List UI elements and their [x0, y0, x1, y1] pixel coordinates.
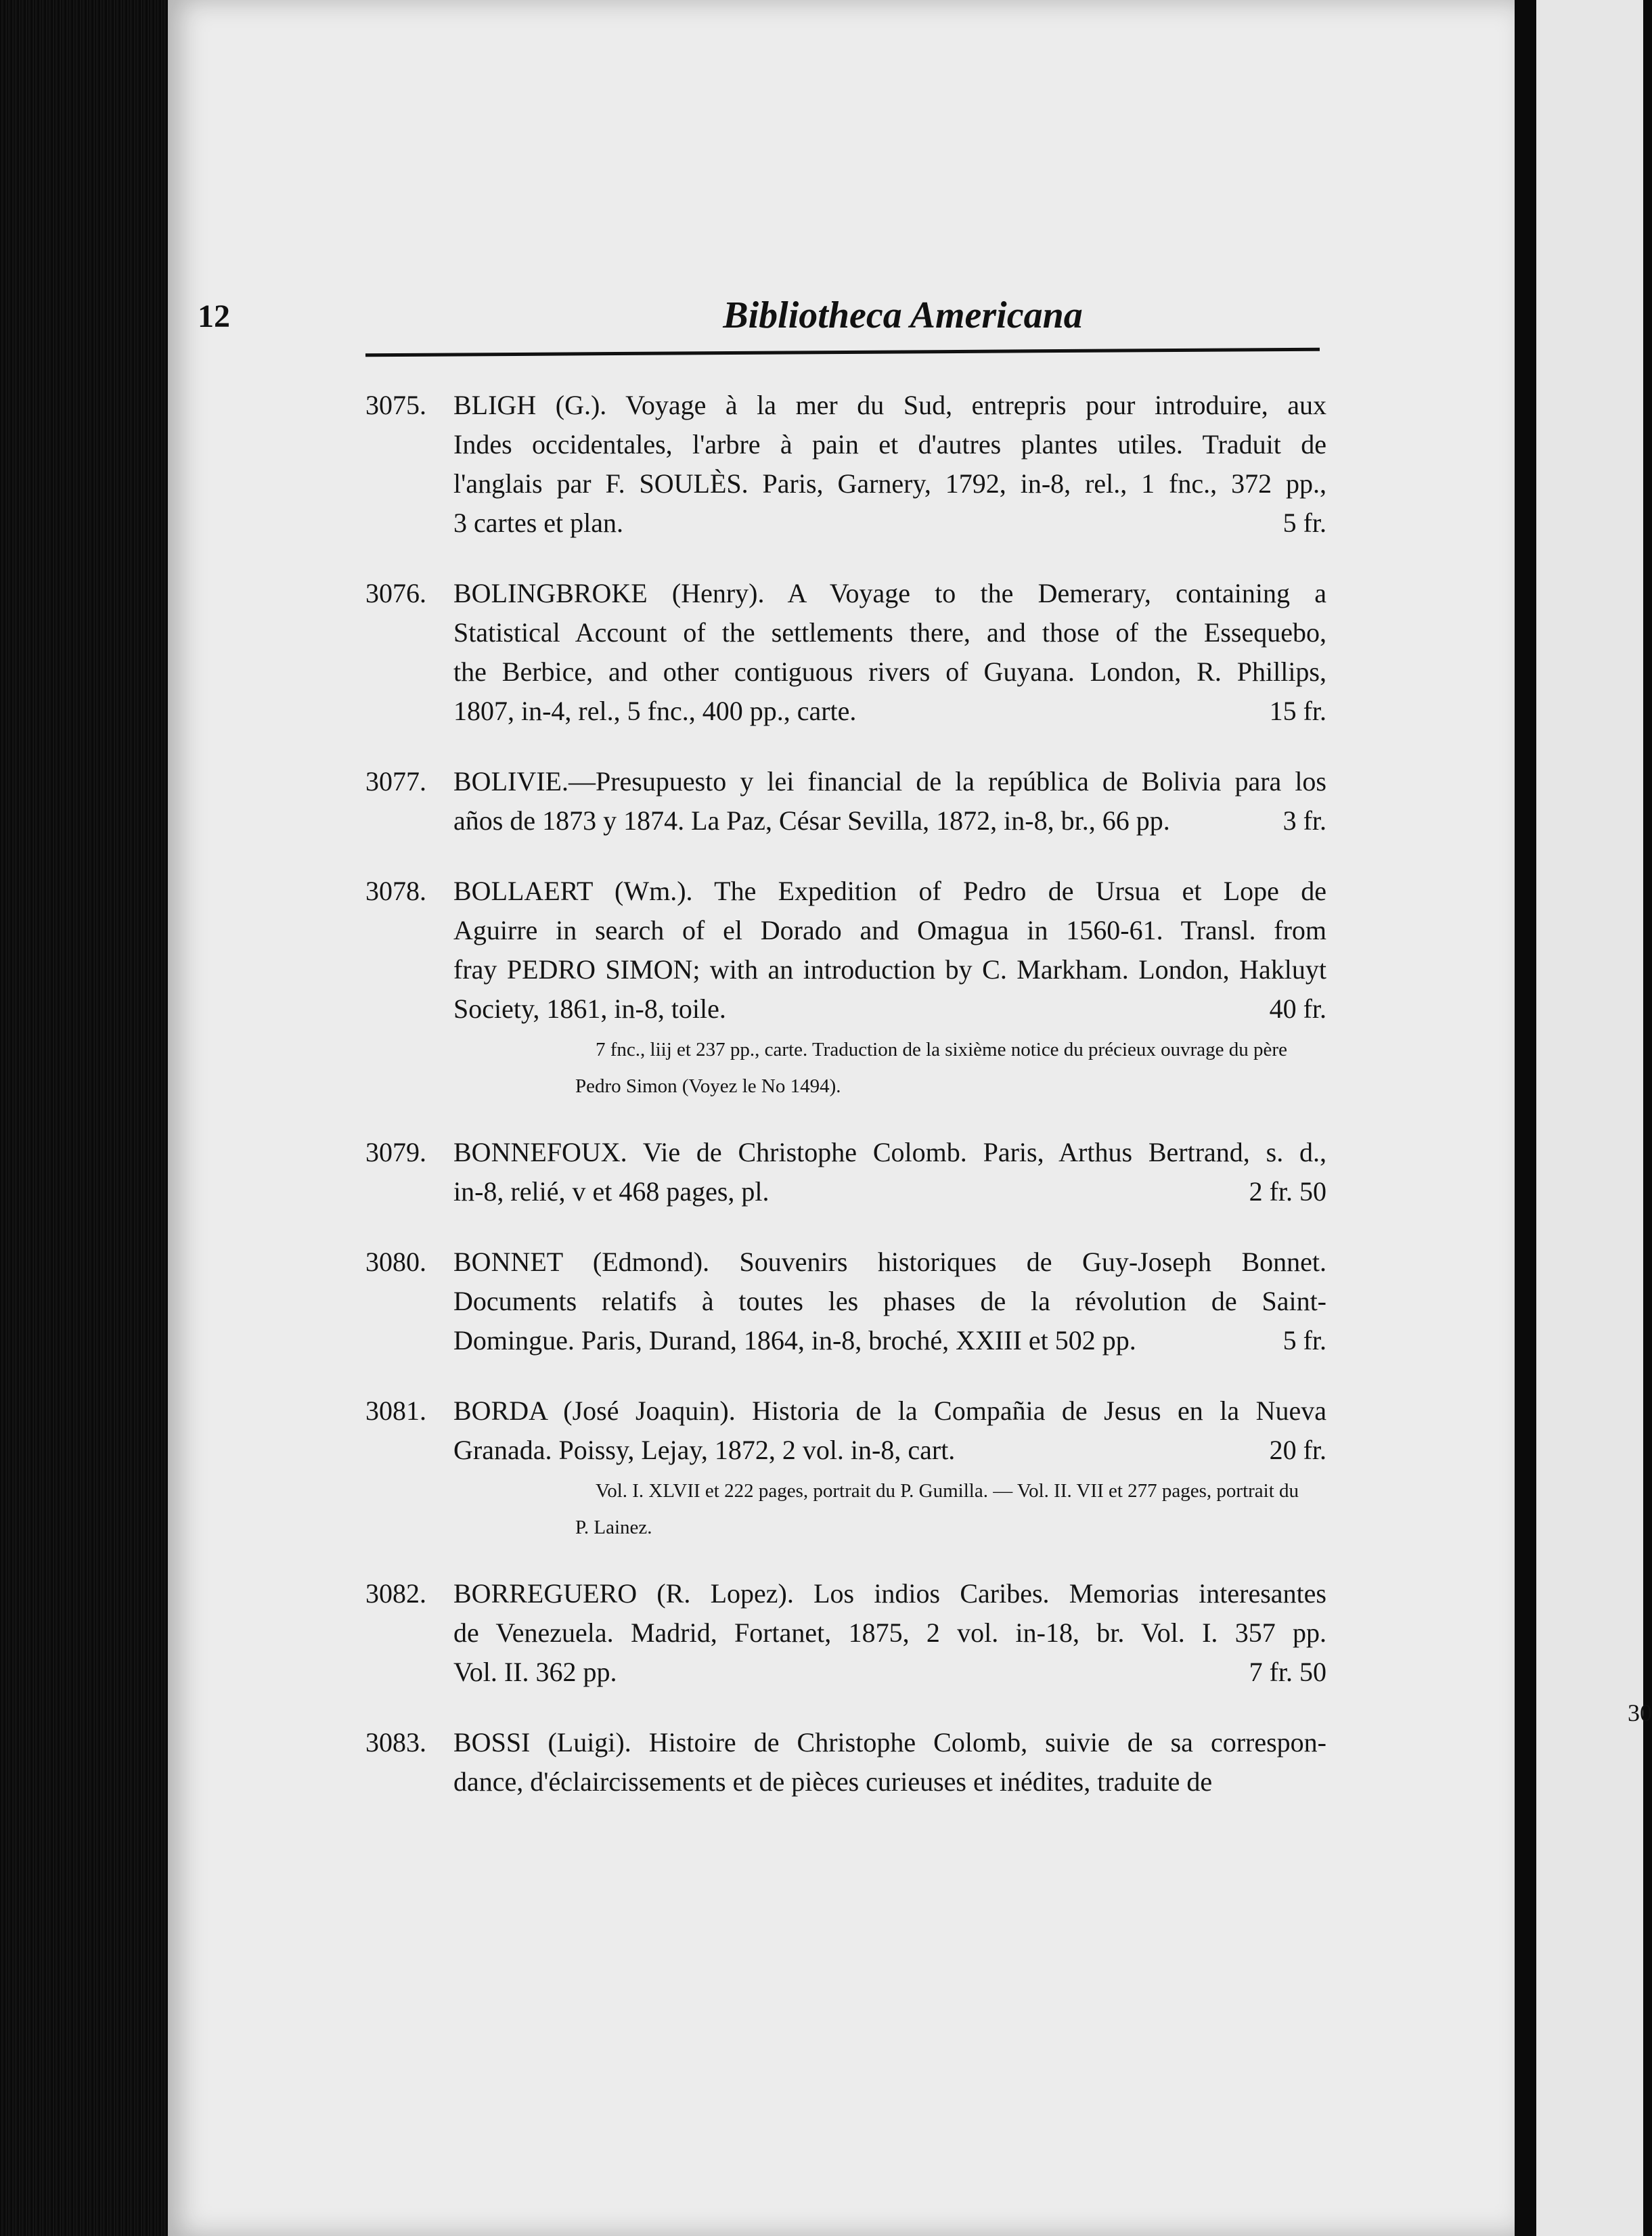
entry-line-text: l'anglais par F. SOULÈS. Paris, Garnery, 1792, in-8, rel., 1 fnc., 372 pp.,: [453, 468, 1326, 499]
entry-body: [453, 1133, 1326, 1211]
entry-price: 20 fr.: [1269, 1435, 1326, 1465]
entry-line: [453, 574, 1326, 613]
entry-price: 5 fr.: [1282, 508, 1326, 538]
entry-line: [453, 1574, 1326, 1613]
entry-price: 5 fr.: [1282, 1325, 1326, 1356]
entry-line-text: Indes occidentales, l'arbre à pain et d'autres plantes utiles. Traduit de: [453, 429, 1326, 460]
entry-line-text: in-8, relié, v et 468 pages, pl.: [453, 1176, 769, 1207]
entry-note: Pedro Simon (Voyez le No 1494).: [575, 1075, 841, 1097]
entry-line-text: años de 1873 y 1874. La Paz, César Sevilla, 1872, in-8, br., 66 pp.: [453, 805, 1170, 836]
catalogue-entry: [365, 1391, 1326, 1543]
page-number: 12: [198, 298, 230, 334]
catalogue-entries: [365, 386, 1326, 1833]
entry-line: [453, 692, 1326, 731]
entry-line-text: Statistical Account of the settlements there, and those of the Essequebo,: [453, 617, 1326, 648]
entry-price: 7 fr. 50: [1249, 1657, 1326, 1687]
page-header: [0, 284, 1643, 345]
catalogue-entry: [365, 386, 1326, 543]
entry-line: [453, 613, 1326, 652]
catalogue-entry: [365, 1243, 1326, 1360]
entry-line: [453, 1321, 1326, 1360]
entry-price: 3 fr.: [1282, 805, 1326, 836]
entry-line: [453, 1243, 1326, 1282]
catalogue-entry: [365, 872, 1326, 1102]
running-title: Bibliotheca Americana: [723, 294, 1083, 336]
entry-line-text: de Venezuela. Madrid, Fortanet, 1875, 2 vol. in-18, br. Vol. I. 357 pp.: [453, 1617, 1326, 1648]
entry-line-text: BONNEFOUX. Vie de Christophe Colomb. Paris, Arthus Bertrand, s. d.,: [453, 1137, 1326, 1167]
entry-number: 3083.: [365, 1727, 426, 1758]
entry-line: [453, 911, 1326, 950]
entry-line-text: BLIGH (G.). Voyage à la mer du Sud, entrepris pour introduire, aux: [453, 390, 1326, 420]
entry-note: P. Lainez.: [575, 1517, 652, 1538]
entry-price: 15 fr.: [1269, 696, 1326, 726]
entry-line-text: Aguirre in search of el Dorado and Omagua in 1560-61. Transl. from: [453, 915, 1326, 945]
entry-line-text: BONNET (Edmond). Souvenirs historiques de Guy-Joseph Bonnet.: [453, 1247, 1326, 1277]
entry-line-text: Vol. II. 362 pp.: [453, 1657, 617, 1687]
entry-price: 40 fr.: [1269, 993, 1326, 1024]
entry-body: [453, 872, 1326, 1102]
entry-line: [453, 504, 1326, 543]
entry-line-text: BORREGUERO (R. Lopez). Los indios Caribes. Memorias interesantes: [453, 1578, 1326, 1609]
entry-line: [453, 1723, 1326, 1762]
entry-line: [453, 1172, 1326, 1211]
entry-line-text: Documents relatifs à toutes les phases de la révolution de Saint-: [453, 1286, 1326, 1316]
entry-line-text: BOLIVIE.—Presupuesto y lei financial de la república de Bolivia para los: [453, 766, 1326, 797]
entry-body: [453, 1391, 1326, 1543]
entry-line: [453, 1653, 1326, 1692]
entry-note: 7 fnc., liij et 237 pp., carte. Traduction de la sixième notice du précieux ouvrage du père: [596, 1039, 1287, 1060]
entry-line: [453, 464, 1326, 504]
entry-body: [453, 1574, 1326, 1692]
entry-note: Vol. I. XLVII et 222 pages, portrait du P. Gumilla. — Vol. II. VII et 277 pages, portrait du: [596, 1480, 1299, 1502]
entry-body: [453, 1243, 1326, 1360]
entry-line: [453, 950, 1326, 989]
catalogue-entry: [365, 1723, 1326, 1802]
catalogue-entry: [365, 762, 1326, 841]
entry-line: [453, 1133, 1326, 1172]
entry-line: [453, 1431, 1326, 1470]
entry-number: 3077.: [365, 766, 426, 797]
entry-line: [453, 989, 1326, 1029]
entry-number: 3076.: [365, 578, 426, 608]
entry-line-text: fray PEDRO SIMON; with an introduction by C. Markham. London, Hakluyt: [453, 954, 1326, 985]
entry-price: 2 fr. 50: [1249, 1176, 1326, 1207]
entry-line-text: 3 cartes et plan.: [453, 508, 623, 538]
entry-body: [453, 762, 1326, 841]
entry-line-text: Domingue. Paris, Durand, 1864, in-8, broché, XXIII et 502 pp.: [453, 1325, 1136, 1356]
catalogue-entry: [365, 1574, 1326, 1692]
entry-line: [453, 652, 1326, 692]
entry-line-text: BOSSI (Luigi). Histoire de Christophe Colomb, suivie de sa correspon-: [453, 1727, 1326, 1758]
entry-line-text: BOLINGBROKE (Henry). A Voyage to the Demerary, containing a: [453, 578, 1326, 608]
entry-line: [453, 762, 1326, 801]
catalogue-entry: [365, 574, 1326, 731]
entry-line: [453, 1282, 1326, 1321]
entry-body: [453, 1723, 1326, 1802]
entry-line-text: the Berbice, and other contiguous rivers of Guyana. London, R. Phillips,: [453, 656, 1326, 687]
entry-body: [453, 574, 1326, 731]
facing-page-entry-number: 30: [1628, 1699, 1652, 1726]
entry-line: [453, 1613, 1326, 1653]
entry-body: [453, 386, 1326, 543]
entry-line: [453, 425, 1326, 464]
entry-number: 3081.: [365, 1395, 426, 1426]
entry-line: [453, 801, 1326, 841]
entry-line: [453, 1391, 1326, 1431]
entry-line: [453, 1762, 1326, 1802]
catalogue-entry: [365, 1133, 1326, 1211]
entry-line: [453, 872, 1326, 911]
entry-line-text: Society, 1861, in-8, toile.: [453, 993, 726, 1024]
entry-line-text: BOLLAERT (Wm.). The Expedition of Pedro de Ursua et Lope de: [453, 876, 1326, 906]
entry-number: 3079.: [365, 1137, 426, 1167]
entry-line-text: dance, d'éclaircissements et de pièces curieuses et inédites, traduite de: [453, 1766, 1213, 1797]
entry-number: 3075.: [365, 390, 426, 420]
entry-number: 3080.: [365, 1247, 426, 1277]
entry-line-text: BORDA (José Joaquin). Historia de la Compañia de Jesus en la Nueva: [453, 1395, 1326, 1426]
entry-line-text: Granada. Poissy, Lejay, 1872, 2 vol. in-8, cart.: [453, 1435, 956, 1465]
entry-line-text: 1807, in-4, rel., 5 fnc., 400 pp., carte.: [453, 696, 857, 726]
entry-number: 3078.: [365, 876, 426, 906]
entry-number: 3082.: [365, 1578, 426, 1609]
entry-line: [453, 386, 1326, 425]
